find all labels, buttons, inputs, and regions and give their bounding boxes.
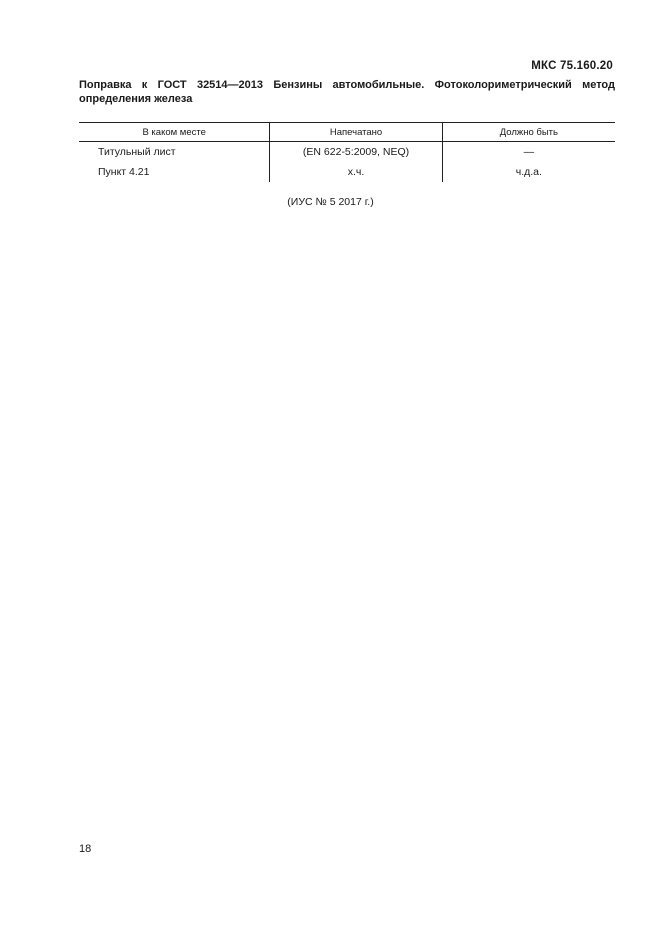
table-cell-printed: х.ч. [270,162,442,182]
amendment-table [79,122,615,182]
table-cell-location: Пункт 4.21 [79,162,270,182]
source-note: (ИУС № 5 2017 г.) [287,196,374,208]
column-header-printed: Напечатано [270,123,442,142]
column-header-location: В каком месте [79,123,270,142]
table-cell-location: Титульный лист [79,142,270,163]
table-row [79,162,615,182]
amendment-title: Поправка к ГОСТ 32514—2013 Бензины автомобильные. Фотоколориметрический метод определения железа [79,79,615,105]
column-header-should-be: Должно быть [442,123,615,142]
table-row [79,142,615,163]
page-number: 18 [79,843,92,855]
table-header-row [79,123,615,142]
table-cell-should-be: ч.д.а. [515,166,542,178]
table-cell-printed: (EN 622-5:2009, NEQ) [270,142,442,163]
table-cell-should-be: — [523,146,535,158]
classification-code: МКС 75.160.20 [531,60,613,72]
